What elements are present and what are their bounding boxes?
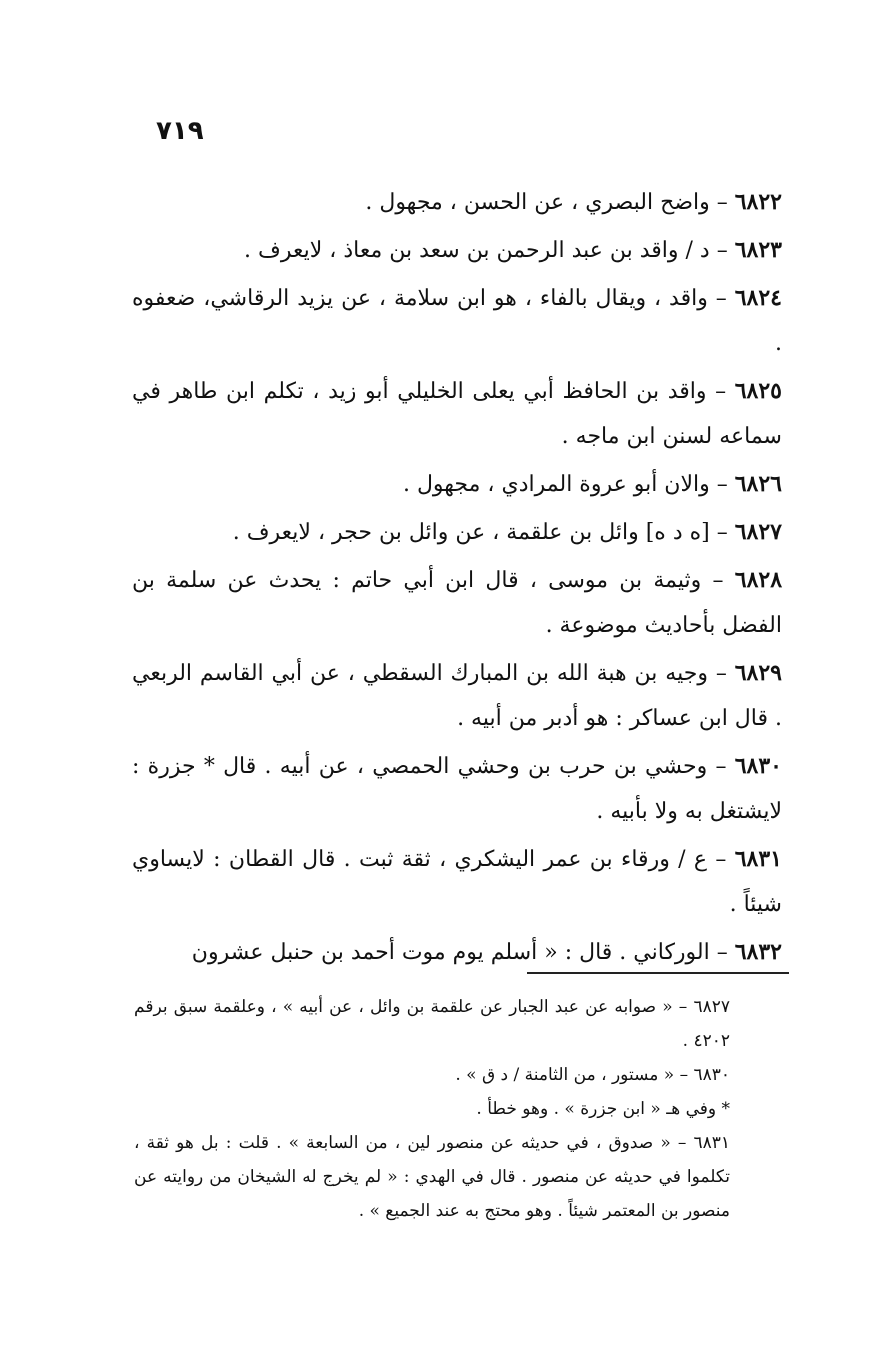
entry-6827 xyxy=(132,510,782,555)
entry-6822 xyxy=(132,180,782,225)
entry-text: – وثيمة بن موسى ، قال ابن أبي حاتم : يحدث عن سلمة بن الفضل بأحاديث موضوعة . xyxy=(132,568,782,638)
entry-text: – واضح البصري ، عن الحسن ، مجهول . xyxy=(365,190,728,215)
entry-text: – واقد بن الحافظ أبي يعلى الخليلي أبو زيد ، تكلم ابن طاهر في سماعه لسنن ابن ماجه . xyxy=(132,379,782,449)
page-number: ٧١٩ xyxy=(156,116,204,146)
entry-6830 xyxy=(132,744,782,834)
entry-number: ٦٨٢٧ xyxy=(734,519,782,545)
entry-6831 xyxy=(132,837,782,927)
footnote-6830: ٦٨٣٠ – « مستور ، من الثامنة / د ق » . xyxy=(455,1065,730,1085)
entry-6826 xyxy=(132,462,782,507)
entry-number: ٦٨٢٩ xyxy=(734,660,782,686)
entry-number: ٦٨٢٨ xyxy=(734,567,783,593)
entry-number: ٦٨٣٢ xyxy=(734,939,782,965)
entry-6832 xyxy=(132,930,782,975)
entry-text: – وجيه بن هبة الله بن المبارك السقطي ، عن أبي القاسم الربعي . قال ابن عساكر : هو أدبر من أبيه . xyxy=(132,661,782,731)
entry-number: ٦٨٢٦ xyxy=(734,471,782,497)
entry-number: ٦٨٢٥ xyxy=(734,378,782,404)
entry-text: – الوركاني . قال : « أسلم يوم موت أحمد بن حنبل عشرون xyxy=(191,940,728,965)
entry-text: – وحشي بن حرب بن وحشي الحمصي ، عن أبيه . قال * جزرة : لايشتغل به ولا بأبيه . xyxy=(132,754,782,824)
entry-number: ٦٨٣٠ xyxy=(734,753,782,779)
entry-text: – ع / ورقاء بن عمر اليشكري ، ثقة ثبت . قال القطان : لايساوي شيئاً . xyxy=(132,847,782,917)
footnote-6827: ٦٨٢٧ – « صوابه عن عبد الجبار عن علقمة بن وائل ، عن أبيه » ، وعلقمة سبق برقم ٤٢٠٢ . xyxy=(134,997,730,1051)
entry-text: – واقد ، ويقال بالفاء ، هو ابن سلامة ، عن يزيد الرقاشي، ضعفوه . xyxy=(132,286,782,356)
footnote-divider xyxy=(527,972,789,974)
footnote-6831: ٦٨٣١ – « صدوق ، في حديثه عن منصور لين ، من السابعة » . قلت : بل هو ثقة ، تكلموا في حديثه عن منصور . قال في الهدي : « لم يخرج له الشيخان من روايته عن منصور بن المعتمر شيئاً . وهو محتج به عند الجميع » . xyxy=(134,1133,730,1221)
entry-number: ٦٨٣١ xyxy=(734,846,782,872)
entry-text: – د / واقد بن عبد الرحمن بن سعد بن معاذ ، لايعرف . xyxy=(244,238,728,263)
entry-number: ٦٨٢٣ xyxy=(734,237,782,263)
entry-number: ٦٨٢٤ xyxy=(734,285,782,311)
entries-list xyxy=(132,180,782,978)
entry-6825 xyxy=(132,369,782,459)
entry-6823 xyxy=(132,228,782,273)
footnote-jazara: * وفي هـ « ابن جزرة » . وهو خطأ . xyxy=(476,1099,730,1119)
entry-6828 xyxy=(132,558,782,648)
entry-text: – [ه د ه] وائل بن علقمة ، عن وائل بن حجر ، لايعرف . xyxy=(232,520,728,545)
entry-6829 xyxy=(132,651,782,741)
entry-text: – والان أبو عروة المرادي ، مجهول . xyxy=(402,472,728,497)
entry-6824 xyxy=(132,276,782,366)
footnotes xyxy=(134,990,782,1228)
entry-number: ٦٨٢٢ xyxy=(734,189,782,215)
